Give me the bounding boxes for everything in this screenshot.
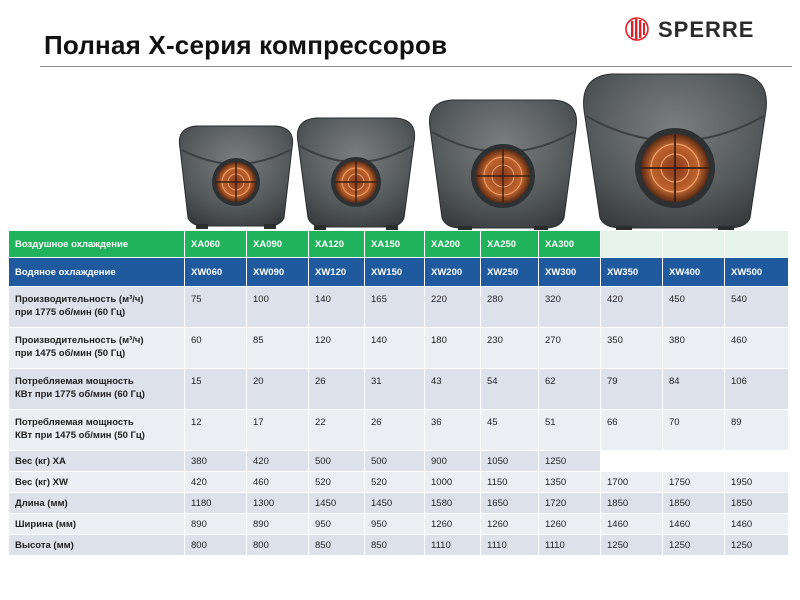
- table-cell: 800: [185, 535, 247, 556]
- row-label-line-2: при 1775 об/мин (60 Гц): [15, 307, 126, 318]
- table-cell: 70: [663, 410, 725, 451]
- table-cell: 1950: [725, 472, 789, 493]
- table-cell: 36: [425, 410, 481, 451]
- table-cell: 26: [309, 369, 365, 410]
- table-cell: 950: [309, 514, 365, 535]
- table-cell: 120: [309, 328, 365, 369]
- table-cell: 1850: [601, 493, 663, 514]
- row-label-line-1: Вес (кг) XA: [15, 455, 66, 467]
- model-cell: [601, 231, 663, 258]
- table-cell: 89: [725, 410, 789, 451]
- table-cell: 140: [309, 287, 365, 328]
- table-cell: 180: [425, 328, 481, 369]
- table-cell: 460: [247, 472, 309, 493]
- row-label: [9, 472, 185, 493]
- compressor-unit-large: [429, 100, 576, 230]
- table-cell: 890: [185, 514, 247, 535]
- table-cell: 420: [185, 472, 247, 493]
- table-cell: 540: [725, 287, 789, 328]
- model-cell: XW400: [663, 258, 725, 287]
- table-cell: 100: [247, 287, 309, 328]
- row-label: [9, 287, 185, 328]
- table-cell: 850: [309, 535, 365, 556]
- row-label-line-2: КВт при 1475 об/мин (50 Гц): [15, 430, 145, 441]
- table-cell: 22: [309, 410, 365, 451]
- table-cell: 800: [247, 535, 309, 556]
- sperre-logo-icon: [624, 16, 652, 42]
- table-cell: 900: [425, 451, 481, 472]
- table-cell: 79: [601, 369, 663, 410]
- table-cell: 1300: [247, 493, 309, 514]
- table-row: [9, 369, 789, 410]
- table-cell: 106: [725, 369, 789, 410]
- sperre-logo: [624, 16, 794, 42]
- table-cell: 66: [601, 410, 663, 451]
- model-cell: XW300: [539, 258, 601, 287]
- table-cell: 1450: [309, 493, 365, 514]
- table-cell: 280: [481, 287, 539, 328]
- table-cell: 890: [247, 514, 309, 535]
- table-cell: 1260: [425, 514, 481, 535]
- fan-grille-icon: [212, 158, 260, 206]
- compressor-unit-small: [179, 126, 292, 229]
- compressor-unit-xlarge: [584, 74, 767, 230]
- row-label-line-1: Длина (мм): [15, 497, 68, 509]
- table-cell: 43: [425, 369, 481, 410]
- model-cell: XA250: [481, 231, 539, 258]
- model-cell: XW350: [601, 258, 663, 287]
- table-cell: 320: [539, 287, 601, 328]
- table-cell: 12: [185, 410, 247, 451]
- table-cell: 500: [365, 451, 425, 472]
- model-cell: XW150: [365, 258, 425, 287]
- model-cell: XW500: [725, 258, 789, 287]
- row-label: Воздушное охлаждение: [9, 231, 185, 258]
- table-cell: 850: [365, 535, 425, 556]
- table-cell: 1180: [185, 493, 247, 514]
- table-cell: 75: [185, 287, 247, 328]
- row-label: [9, 410, 185, 451]
- table-cell: 1750: [663, 472, 725, 493]
- table-cell: 1110: [425, 535, 481, 556]
- table-cell: 45: [481, 410, 539, 451]
- table-cell: 1250: [601, 535, 663, 556]
- table-cell: 1110: [539, 535, 601, 556]
- table-row: [9, 493, 789, 514]
- table-cell: 1850: [725, 493, 789, 514]
- model-cell: XA120: [309, 231, 365, 258]
- row-label: Водяное охлаждение: [9, 258, 185, 287]
- table-cell: 54: [481, 369, 539, 410]
- table-row: [9, 535, 789, 556]
- table-cell: 350: [601, 328, 663, 369]
- table-cell: 1260: [539, 514, 601, 535]
- compressor-unit-medium: [297, 118, 414, 230]
- table-cell: 26: [365, 410, 425, 451]
- table-cell: 1110: [481, 535, 539, 556]
- table-cell: 950: [365, 514, 425, 535]
- fan-grille-icon: [331, 157, 381, 207]
- table-cell: 420: [601, 287, 663, 328]
- table-cell: 460: [725, 328, 789, 369]
- table-cell: 220: [425, 287, 481, 328]
- table-cell: 450: [663, 287, 725, 328]
- model-cell: XW200: [425, 258, 481, 287]
- table-cell: 20: [247, 369, 309, 410]
- specifications-table: [8, 230, 789, 556]
- model-cell: XW250: [481, 258, 539, 287]
- table-cell: 51: [539, 410, 601, 451]
- table-row: [9, 287, 789, 328]
- row-label-line-1: Потребляемая мощность: [15, 417, 134, 428]
- row-label: [9, 514, 185, 535]
- table-cell: 60: [185, 328, 247, 369]
- table-cell: 85: [247, 328, 309, 369]
- title-divider: [40, 66, 792, 67]
- table-row: [9, 328, 789, 369]
- table-cell: 31: [365, 369, 425, 410]
- row-label-line-1: Высота (мм): [15, 539, 74, 551]
- table-cell: 520: [309, 472, 365, 493]
- model-cell: [663, 231, 725, 258]
- model-cell: XA300: [539, 231, 601, 258]
- table-cell: 165: [365, 287, 425, 328]
- table-cell: 1250: [725, 535, 789, 556]
- table-cell: 1250: [663, 535, 725, 556]
- table-cell: [725, 451, 789, 472]
- row-label: [9, 451, 185, 472]
- row-label-line-1: Производительность (м³/ч): [15, 294, 144, 305]
- table-cell: 1580: [425, 493, 481, 514]
- table-row: [9, 472, 789, 493]
- table-cell: 1700: [601, 472, 663, 493]
- table-cell: 230: [481, 328, 539, 369]
- row-label: [9, 328, 185, 369]
- fan-grille-icon: [471, 144, 535, 208]
- table-cell: 1000: [425, 472, 481, 493]
- model-cell: XA090: [247, 231, 309, 258]
- row-label-line-2: при 1475 об/мин (50 Гц): [15, 348, 126, 359]
- model-cell: XA150: [365, 231, 425, 258]
- table-row: [9, 410, 789, 451]
- table-cell: 1150: [481, 472, 539, 493]
- row-label: [9, 369, 185, 410]
- page-title: Полная X-серия компрессоров: [44, 30, 448, 60]
- model-cell: XA060: [185, 231, 247, 258]
- table-cell: 380: [663, 328, 725, 369]
- row-label: [9, 493, 185, 514]
- table-cell: [601, 451, 663, 472]
- table-cell: 1260: [481, 514, 539, 535]
- table-cell: 1720: [539, 493, 601, 514]
- table-cell: 520: [365, 472, 425, 493]
- table-cell: 62: [539, 369, 601, 410]
- table-cell: [663, 451, 725, 472]
- table-cell: 17: [247, 410, 309, 451]
- table-cell: 1650: [481, 493, 539, 514]
- table-cell: 140: [365, 328, 425, 369]
- table-cell: 15: [185, 369, 247, 410]
- table-row: [9, 514, 789, 535]
- water-cooling-header-row: [9, 258, 789, 287]
- table-cell: 1850: [663, 493, 725, 514]
- product-photo-strip: [0, 70, 800, 230]
- brand-name: SPERRE: [658, 17, 755, 42]
- table-cell: 270: [539, 328, 601, 369]
- model-cell: XA200: [425, 231, 481, 258]
- table-cell: 1460: [663, 514, 725, 535]
- row-label-line-1: Потребляемая мощность: [15, 376, 134, 387]
- air-cooling-header-row: [9, 231, 789, 258]
- fan-grille-icon: [635, 128, 715, 208]
- table-cell: 84: [663, 369, 725, 410]
- table-cell: 1050: [481, 451, 539, 472]
- model-cell: XW090: [247, 258, 309, 287]
- model-cell: XW120: [309, 258, 365, 287]
- model-cell: XW060: [185, 258, 247, 287]
- table-cell: 420: [247, 451, 309, 472]
- table-cell: 380: [185, 451, 247, 472]
- row-label-line-1: Производительность (м³/ч): [15, 335, 144, 346]
- row-label-line-1: Вес (кг) XW: [15, 476, 68, 488]
- table-cell: 1460: [725, 514, 789, 535]
- table-cell: 1450: [365, 493, 425, 514]
- row-label-line-1: Ширина (мм): [15, 518, 77, 530]
- table-row: [9, 451, 789, 472]
- table-cell: 1250: [539, 451, 601, 472]
- row-label: [9, 535, 185, 556]
- model-cell: [725, 231, 789, 258]
- table-cell: 1460: [601, 514, 663, 535]
- table-cell: 1350: [539, 472, 601, 493]
- row-label-line-2: КВт при 1775 об/мин (60 Гц): [15, 389, 145, 400]
- table-cell: 500: [309, 451, 365, 472]
